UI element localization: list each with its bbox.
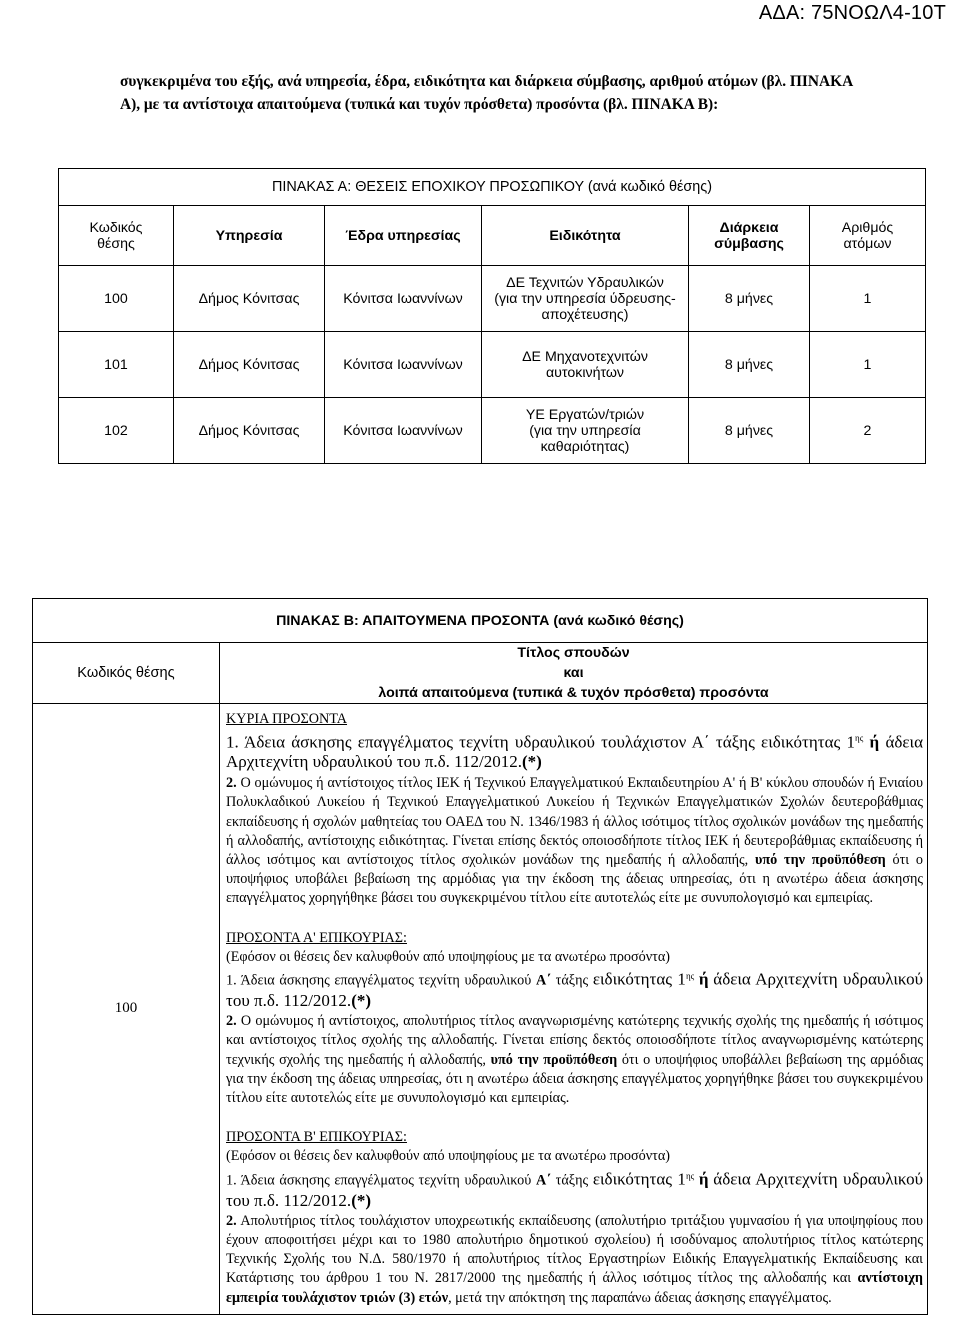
ada-code: ΑΔΑ: 75ΝΟΩΛ4-10Τ <box>758 2 946 24</box>
table-a-title: ΠΙΝΑΚΑΣ Α: ΘΕΣΕΙΣ ΕΠΟΧΙΚΟΥ ΠΡΟΣΩΠΙΚΟΥ (ανά κωδικό θέσης) <box>59 169 926 206</box>
alt-b-heading: ΠΡΟΣΟΝΤΑ Β' ΕΠΙΚΟΥΡΙΑΣ: <box>226 1129 407 1146</box>
table-row <box>59 398 926 464</box>
col-header-service: Υπηρεσία <box>174 206 325 266</box>
cell-duration: 8 μήνες <box>689 332 810 398</box>
qualifications-body <box>220 704 928 1315</box>
cell-specialty: ΔΕ Μηχανοτεχνιτών αυτοκινήτων <box>482 332 689 398</box>
main-item-1: 1. Άδεια άσκησης επαγγέλματος τεχνίτη υδραυλικού τουλάχιστον Α΄ τάξης ειδικότητας $1^{\eta\varsigma}$ ή άδεια Αρχιτεχνίτη υδραυλικού του π.δ. 112/2012.(*) <box>226 732 924 772</box>
table-a-positions <box>58 168 926 464</box>
intro-line-1: συγκεκριμένα του εξής, ανά υπηρεσία, έδρα, ειδικότητα και διάρκεια σύμβασης, αριθμού ατόμων (βλ. ΠΙΝΑΚΑ <box>120 73 854 90</box>
main-qualifications-heading: ΚΥΡΙΑ ΠΡΟΣΟΝΤΑ <box>226 711 348 727</box>
cell-code: 102 <box>59 398 174 464</box>
cell-count: 1 <box>810 332 926 398</box>
cell-count: 1 <box>810 266 926 332</box>
cell-seat: Κόνιτσα Ιωαννίνων <box>325 332 482 398</box>
col-header-duration: Διάρκεια σύμβασης <box>689 206 810 266</box>
table-row <box>59 332 926 398</box>
alt-b-item-1: 1. Άδεια άσκησης επαγγέλματος τεχνίτη υδραυλικού Α΄ τάξης ειδικότητας $1^{\eta\varsigma}$ ή άδεια Αρχιτεχνίτη υδραυλικού του π.δ. 112/2012.(*) <box>226 1169 924 1210</box>
cell-code: 101 <box>59 332 174 398</box>
col-header-specialty: Ειδικότητα <box>482 206 689 266</box>
cell-service: Δήμος Κόνιτσας <box>174 398 325 464</box>
col-header-count: Αριθμός ατόμων <box>810 206 926 266</box>
intro-text <box>120 70 920 116</box>
cell-service: Δήμος Κόνιτσας <box>174 332 325 398</box>
cell-code: 100 <box>33 704 220 1315</box>
cell-count: 2 <box>810 398 926 464</box>
cell-duration: 8 μήνες <box>689 398 810 464</box>
main-item-2: 2. Ο ομώνυμος ή αντίστοιχος τίτλος ΙΕΚ ή Τεχνικού Επαγγελματικού Εκπαιδευτηρίου Α' ή Β' κύκλου σπουδών ή Ενιαίου Πολυκλαδικού Λυκείου ή Τεχνικού Επαγγελματικού Λυκείου ή Τεχνικών Επαγγελματικών Σχολών δευτεροβάθμιας εκπαίδευσης ή σχολών μαθητείας του ΟΑΕΔ του Ν. 1346/1983 ή άλλος ισότιμος τίτλος σχολικών μονάδων της ημεδαπής ή αλλοδαπής, αντίστοιχης ειδικότητας. Γίνεται επίσης δεκτός οποιοσδήποτε τίτλος ΙΕΚ ή δευτεροβάθμιας εκπαίδευσης ή άλλος ισότιμος και αντίστοιχος τίτλος σχολικών μονάδων της ημεδαπής ή αλλοδαπής, υπό την προϋπόθεση ότι ο υποψήφιος υποβάλει βεβαίωση της αρμόδιας για την έκδοση της άδειας υπηρεσίας, ότι η ανωτέρω άδεια άσκησης επαγγέλματος χορηγήθηκε βάσει του συγκεκριμένου τίτλου είτε αυτοτελώς είτε με συνυπολογισμό και εμπειρίας. <box>226 775 923 907</box>
alt-a-item-2: 2. Ο ομώνυμος ή αντίστοιχος, απολυτήριος τίτλος αναγνωρισμένης κατώτερης τεχνικής σχολής της ημεδαπής ή ισότιμος και αντίστοιχος τίτλος σχολής της αλλοδαπής. Γίνεται επίσης δεκτός οποιοσδήποτε τίτλος αναγνωρισμένης κατώτερης τεχνικής σχολής της ημεδαπής ή αλλοδαπής, υπό την προϋπόθεση ότι ο υποψήφιος υποβάλλει βεβαίωση της αρμόδιας για την έκδοση της άδειας υπηρεσίας, ότι η ανωτέρω άδεια άσκησης επαγγέλματος χορηγήθηκε βάσει του συγκεκριμένου τίτλου είτε αυτοτελώς είτε με συνυπολογισμό και εμπειρίας. <box>226 1013 923 1107</box>
col-header-qualifications: Τίτλος σπουδών και λοιπά απαιτούμενα (τυπικά & τυχόν πρόσθετα) προσόντα <box>220 643 928 704</box>
cell-code: 100 <box>59 266 174 332</box>
col-header-code: Κωδικός θέσης <box>33 643 220 704</box>
cell-duration: 8 μήνες <box>689 266 810 332</box>
alt-a-item-1: 1. Άδεια άσκησης επαγγέλματος τεχνίτη υδραυλικού Α΄ τάξης ειδικότητας $1^{\eta\varsigma}$ ή άδεια Αρχιτεχνίτη υδραυλικού του π.δ. 112/2012.(*) <box>226 969 924 1011</box>
alt-b-item-2: 2. Απολυτήριος τίτλος τουλάχιστον υποχρεωτικής εκπαίδευσης (απολυτήριο τριτάξιου γυμνασίου ή για υποψηφίους που έχουν αποφοιτήσει μέχρι και το 1980 απολυτήριο δημοτικού σχολείου) ή ισοδύναμος απολυτήριος τίτλος κατώτερης Τεχνικής Σχολής του Ν.Δ. 580/1970 ή απολυτήριος τίτλος Εργαστηρίων Ειδικής Επαγγελματικής Εκπαίδευσης και Κατάρτισης του άρθρου 1 του Ν. 2817/2000 της ημεδαπής ή άλλος ισότιμος τίτλος της αλλοδαπής και αντίστοιχη εμπειρία τουλάχιστον τριών (3) ετών, μετά την απόκτηση της παραπάνω άδειας άσκησης επαγγέλματος. <box>226 1212 923 1306</box>
table-b-title: ΠΙΝΑΚΑΣ Β: ΑΠΑΙΤΟΥΜΕΝΑ ΠΡΟΣΟΝΤΑ (ανά κωδικό θέσης) <box>33 599 928 643</box>
col-header-seat: Έδρα υπηρεσίας <box>325 206 482 266</box>
cell-specialty: ΥΕ Εργατών/τριών (για την υπηρεσία καθαριότητας) <box>482 398 689 464</box>
alt-a-heading: ΠΡΟΣΟΝΤΑ Α' ΕΠΙΚΟΥΡΙΑΣ: <box>226 929 407 946</box>
col-header-code: Κωδικός θέσης <box>59 206 174 266</box>
table-row <box>59 266 926 332</box>
cell-seat: Κόνιτσα Ιωαννίνων <box>325 398 482 464</box>
alt-a-note: (Εφόσον οι θέσεις δεν καλυφθούν από υποψηφίους με τα ανωτέρω προσόντα) <box>226 948 671 965</box>
table-b-qualifications <box>32 598 928 1315</box>
cell-specialty: ΔΕ Τεχνιτών Υδραυλικών (για την υπηρεσία ύδρευσης- αποχέτευσης) <box>482 266 689 332</box>
cell-service: Δήμος Κόνιτσας <box>174 266 325 332</box>
intro-line-2: Α), με τα αντίστοιχα απαιτούμενα (τυπικά και τυχόν πρόσθετα) προσόντα (βλ. ΠΙΝΑΚΑ Β): <box>120 96 719 113</box>
cell-seat: Κόνιτσα Ιωαννίνων <box>325 266 482 332</box>
alt-b-note: (Εφόσον οι θέσεις δεν καλυφθούν από υποψηφίους με τα ανωτέρω προσόντα) <box>226 1148 671 1165</box>
